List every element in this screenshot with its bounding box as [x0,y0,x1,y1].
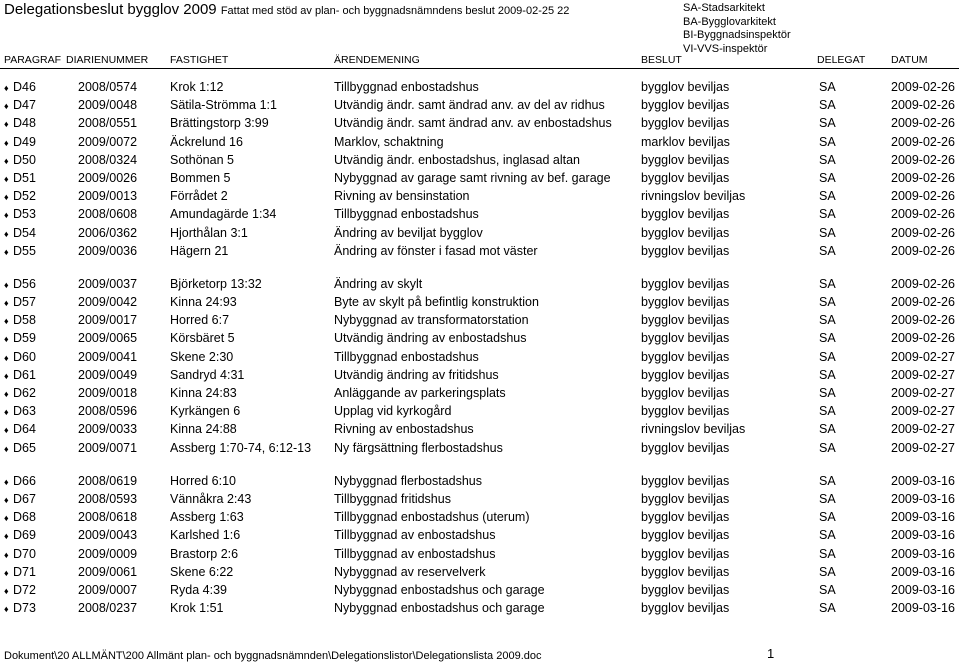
diarienummer-cell: 2009/0018 [78,386,138,400]
arendemening-cell: Nybyggnad enbostadshus och garage [334,601,545,616]
beslut-cell: bygglov beviljas [641,313,730,328]
datum-cell: 2009-02-26 [891,243,955,258]
beslut-cell: bygglov beviljas [641,367,730,382]
datum-cell: 2009-02-27 [891,422,955,437]
arendemening-cell: Tillbyggnad enbostadshus [334,80,479,94]
diamond-bullet-icon: ♦ [4,531,9,542]
datum-cell: 2009-02-26 [891,295,955,310]
fastighet-cell: Hjorthålan 3:1 [170,225,248,240]
datum-cell: 2009-02-26 [891,313,955,328]
delegat-cell: SA [819,546,836,561]
table-row [0,367,959,385]
paragraf-cell: D61 [13,367,36,382]
table-row [0,440,959,458]
fastighet-cell: Horred 6:7 [170,313,230,328]
paragraf-cell: D58 [13,313,36,328]
paragraf-cell: D51 [13,170,36,185]
fastighet-cell: Bommen 5 [170,170,231,185]
table-row [0,97,959,115]
arendemening-cell: Tillbyggnad av enbostadshus [334,528,496,543]
table-row [0,582,959,600]
table-row [0,421,959,439]
arendemening-cell: Utvändig ändring av enbostadshus [334,331,527,346]
diarienummer-cell: 2009/0072 [78,134,138,149]
delegat-cell: SA [819,440,836,455]
delegat-cell: SA [819,207,836,222]
paragraf-cell: D63 [13,404,36,419]
column-header-diarienummer: DIARIENUMMER [66,54,149,66]
diamond-bullet-icon: ♦ [4,494,9,505]
delegat-cell: SA [819,134,836,149]
diamond-bullet-icon: ♦ [4,119,9,130]
beslut-cell: bygglov beviljas [641,528,730,543]
paragraf-cell: D54 [13,225,36,240]
diamond-bullet-icon: ♦ [4,567,9,578]
paragraf-cell: D67 [13,491,36,506]
header-divider [0,68,959,69]
diamond-bullet-icon: ♦ [4,210,9,221]
role-vi: VI-VVS-inspektör [683,42,768,55]
paragraf-cell: D73 [13,601,36,616]
diarienummer-cell: 2009/0061 [78,564,138,579]
arendemening-cell: Upplag vid kyrkogård [334,404,452,419]
arendemening-cell: Utvändig ändr. enbostadshus, inglasad altan [334,152,581,167]
diarienummer-cell: 2009/0048 [78,98,138,113]
paragraf-cell: D71 [13,564,36,579]
paragraf-cell: D64 [13,422,36,437]
arendemening-cell: Utvändig ändring av fritidshus [334,367,499,382]
diarienummer-cell: 2009/0017 [78,313,138,328]
delegat-cell: SA [819,225,836,240]
footer-path: Dokument\20 ALLMÄNT\200 Allmänt plan- och byggnadsnämnden\Delegationslistor\Delegationslista 2009.doc [4,650,542,662]
paragraf-cell: D53 [13,207,36,222]
arendemening-cell: Anläggande av parkeringsplats [334,386,506,400]
diamond-bullet-icon: ♦ [4,370,9,381]
diamond-bullet-icon: ♦ [4,83,9,93]
diarienummer-cell: 2009/0065 [78,331,138,346]
page-number: 1 [767,646,775,661]
diamond-bullet-icon: ♦ [4,316,9,327]
diamond-bullet-icon: ♦ [4,101,9,112]
diarienummer-cell: 2009/0036 [78,243,138,258]
diarienummer-cell: 2008/0574 [78,80,138,94]
diarienummer-cell: 2009/0009 [78,546,138,561]
arendemening-cell: Byte av skylt på befintlig konstruktion [334,295,539,310]
arendemening-cell: Tillbyggnad enbostadshus (uterum) [334,510,530,525]
beslut-cell: bygglov beviljas [641,582,730,597]
datum-cell: 2009-02-26 [891,331,955,346]
table-row [0,349,959,367]
diamond-bullet-icon: ♦ [4,298,9,309]
role-legend [683,2,791,56]
diamond-bullet-icon: ♦ [4,549,9,560]
column-header-beslut: BESLUT [641,54,682,66]
fastighet-cell: Kinna 24:83 [170,386,237,400]
fastighet-cell: Skene 2:30 [170,349,234,364]
diarienummer-cell: 2008/0324 [78,152,138,167]
diamond-bullet-icon: ♦ [4,425,9,436]
table-row [0,509,959,527]
diarienummer-cell: 2009/0007 [78,582,138,597]
beslut-cell: bygglov beviljas [641,349,730,364]
beslut-cell: bygglov beviljas [641,116,730,131]
arendemening-cell: Nybyggnad av garage samt rivning av bef. garage [334,170,611,185]
diamond-bullet-icon: ♦ [4,389,9,399]
table-row [0,170,959,188]
beslut-cell: marklov beviljas [641,134,730,149]
diarienummer-cell: 2009/0042 [78,295,138,310]
document-title: Delegationsbeslut bygglov 2009 [4,1,217,18]
beslut-cell: bygglov beviljas [641,225,730,240]
table-row [0,225,959,243]
delegat-cell: SA [819,491,836,506]
delegat-cell: SA [819,331,836,346]
column-header-paragraf: PARAGRAF [4,54,61,66]
diarienummer-cell: 2009/0037 [78,276,138,291]
delegat-cell: SA [819,404,836,419]
beslut-cell: bygglov beviljas [641,152,730,167]
table-row [0,312,959,330]
diamond-bullet-icon: ♦ [4,604,9,615]
datum-cell: 2009-02-26 [891,116,955,131]
diarienummer-cell: 2008/0619 [78,473,138,488]
fastighet-cell: Sätila-Strömma 1:1 [170,98,277,113]
page-title [4,1,569,18]
delegat-cell: SA [819,243,836,258]
diarienummer-cell: 2008/0593 [78,491,138,506]
fastighet-cell: Krok 1:12 [170,80,224,94]
datum-cell: 2009-02-27 [891,367,955,382]
column-header-arendemening: ÄRENDEMENING [334,54,420,66]
diamond-bullet-icon: ♦ [4,137,9,148]
table-row [0,600,959,618]
diamond-bullet-icon: ♦ [4,407,9,418]
datum-cell: 2009-03-16 [891,582,955,597]
diamond-bullet-icon: ♦ [4,155,9,166]
table-row [0,473,959,491]
paragraf-cell: D69 [13,528,36,543]
diarienummer-cell: 2009/0049 [78,367,138,382]
datum-cell: 2009-02-27 [891,404,955,419]
paragraf-cell: D59 [13,331,36,346]
diamond-bullet-icon: ♦ [4,279,9,290]
fastighet-cell: Körsbäret 5 [170,331,235,346]
datum-cell: 2009-02-27 [891,440,955,455]
paragraf-cell: D60 [13,349,36,364]
paragraf-cell: D56 [13,276,36,291]
role-ba: BA-Bygglovarkitekt [683,15,776,28]
beslut-cell: bygglov beviljas [641,404,730,419]
diarienummer-cell: 2008/0596 [78,404,138,419]
beslut-cell: rivningslov beviljas [641,189,746,204]
decision-group [0,473,959,619]
arendemening-cell: Tillbyggnad fritidshus [334,491,451,506]
arendemening-cell: Marklov, schaktning [334,134,444,149]
beslut-cell: bygglov beviljas [641,440,730,455]
table-row [0,385,959,403]
datum-cell: 2009-02-26 [891,134,955,149]
diarienummer-cell: 2009/0013 [78,189,138,204]
beslut-cell: bygglov beviljas [641,386,730,400]
decision-group [0,276,959,458]
arendemening-cell: Rivning av enbostadshus [334,422,474,437]
fastighet-cell: Skene 6:22 [170,564,234,579]
diarienummer-cell: 2009/0041 [78,349,138,364]
role-bi: BI-Byggnadsinspektör [683,29,791,41]
datum-cell: 2009-03-16 [891,510,955,525]
beslut-cell: bygglov beviljas [641,564,730,579]
table-row [0,491,959,509]
paragraf-cell: D49 [13,134,36,149]
fastighet-cell: Kyrkängen 6 [170,404,241,419]
table-row [0,546,959,564]
delegat-cell: SA [819,116,836,131]
delegat-cell: SA [819,189,836,204]
delegat-cell: SA [819,80,836,94]
delegat-cell: SA [819,601,836,616]
diamond-bullet-icon: ♦ [4,443,9,454]
paragraf-cell: D47 [13,98,36,113]
arendemening-cell: Tillbyggnad enbostadshus [334,207,479,222]
datum-cell: 2009-02-26 [891,276,955,291]
beslut-cell: bygglov beviljas [641,331,730,346]
fastighet-cell: Hägern 21 [170,243,229,258]
datum-cell: 2009-03-16 [891,601,955,616]
decision-list [0,79,959,633]
beslut-cell: bygglov beviljas [641,510,730,525]
delegat-cell: SA [819,152,836,167]
document-subtitle: Fattat med stöd av plan- och byggnadsnämndens beslut 2009-02-25 22 [220,5,570,17]
diamond-bullet-icon: ♦ [4,352,9,363]
table-row [0,527,959,545]
delegat-cell: SA [819,276,836,291]
paragraf-cell: D65 [13,440,36,455]
table-row [0,243,959,261]
delegat-cell: SA [819,510,836,525]
fastighet-cell: Förrådet 2 [170,189,228,204]
table-row [0,206,959,224]
diarienummer-cell: 2008/0237 [78,601,138,616]
datum-cell: 2009-03-16 [891,491,955,506]
column-header-datum: DATUM [891,54,928,66]
paragraf-cell: D72 [13,582,36,597]
table-row [0,188,959,206]
column-header-row [0,52,959,68]
fastighet-cell: Ryda 4:39 [170,582,227,597]
datum-cell: 2009-02-26 [891,189,955,204]
paragraf-cell: D57 [13,295,36,310]
delegat-cell: SA [819,582,836,597]
arendemening-cell: Utvändig ändr. samt ändrad anv. av enbostadshus [334,116,612,131]
arendemening-cell: Tillbyggnad enbostadshus [334,349,479,364]
table-row [0,403,959,421]
column-header-delegat: DELEGAT [817,54,866,66]
delegat-cell: SA [819,98,836,113]
delegat-cell: SA [819,422,836,437]
datum-cell: 2009-02-26 [891,207,955,222]
arendemening-cell: Nybyggnad av reservelverk [334,564,486,579]
datum-cell: 2009-02-27 [891,349,955,364]
fastighet-cell: Krok 1:51 [170,601,224,616]
datum-cell: 2009-02-26 [891,80,955,94]
beslut-cell: bygglov beviljas [641,276,730,291]
beslut-cell: bygglov beviljas [641,295,730,310]
fastighet-cell: Vännåkra 2:43 [170,491,252,506]
diamond-bullet-icon: ♦ [4,334,9,345]
beslut-cell: bygglov beviljas [641,546,730,561]
beslut-cell: bygglov beviljas [641,170,730,185]
fastighet-cell: Björketorp 13:32 [170,276,262,291]
beslut-cell: rivningslov beviljas [641,422,746,437]
fastighet-cell: Karlshed 1:6 [170,528,241,543]
arendemening-cell: Tillbyggnad av enbostadshus [334,546,496,561]
diamond-bullet-icon: ♦ [4,585,9,596]
beslut-cell: bygglov beviljas [641,601,730,616]
diarienummer-cell: 2006/0362 [78,225,138,240]
fastighet-cell: Horred 6:10 [170,473,237,488]
fastighet-cell: Assberg 1:63 [170,510,244,525]
delegat-cell: SA [819,528,836,543]
fastighet-cell: Brastorp 2:6 [170,546,239,561]
diamond-bullet-icon: ♦ [4,513,9,524]
beslut-cell: bygglov beviljas [641,98,730,113]
column-header-fastighet: FASTIGHET [170,54,229,66]
paragraf-cell: D55 [13,243,36,258]
diarienummer-cell: 2009/0043 [78,528,138,543]
fastighet-cell: Brättingstorp 3:99 [170,116,269,131]
paragraf-cell: D50 [13,152,36,167]
diarienummer-cell: 2008/0608 [78,207,138,222]
decision-group [0,79,959,261]
diamond-bullet-icon: ♦ [4,192,9,203]
arendemening-cell: Nybyggnad enbostadshus och garage [334,582,545,597]
delegat-cell: SA [819,295,836,310]
table-row [0,79,959,97]
paragraf-cell: D52 [13,189,36,204]
datum-cell: 2009-02-26 [891,98,955,113]
datum-cell: 2009-02-27 [891,386,955,400]
fastighet-cell: Sandryd 4:31 [170,367,245,382]
arendemening-cell: Ändring av fönster i fasad mot väster [334,243,538,258]
delegat-cell: SA [819,170,836,185]
diamond-bullet-icon: ♦ [4,246,9,257]
beslut-cell: bygglov beviljas [641,243,730,258]
fastighet-cell: Äckrelund 16 [170,134,243,149]
delegat-cell: SA [819,473,836,488]
diarienummer-cell: 2009/0026 [78,170,138,185]
datum-cell: 2009-02-26 [891,225,955,240]
delegat-cell: SA [819,367,836,382]
datum-cell: 2009-03-16 [891,473,955,488]
delegat-cell: SA [819,386,836,400]
diamond-bullet-icon: ♦ [4,228,9,239]
paragraf-cell: D68 [13,510,36,525]
paragraf-cell: D70 [13,546,36,561]
delegat-cell: SA [819,564,836,579]
table-row [0,276,959,294]
table-row [0,152,959,170]
arendemening-cell: Ändring av skylt [334,276,423,291]
arendemening-cell: Ny färgsättning flerbostadshus [334,440,503,455]
table-row [0,294,959,312]
datum-cell: 2009-03-16 [891,564,955,579]
paragraf-cell: D46 [13,80,36,94]
role-sa: SA-Stadsarkitekt [683,2,765,14]
table-row [0,330,959,348]
table-row [0,134,959,152]
fastighet-cell: Amundagärde 1:34 [170,207,277,222]
diamond-bullet-icon: ♦ [4,173,9,184]
datum-cell: 2009-02-26 [891,152,955,167]
table-row [0,564,959,582]
beslut-cell: bygglov beviljas [641,80,730,94]
paragraf-cell: D62 [13,386,36,400]
arendemening-cell: Ändring av beviljat bygglov [334,225,483,240]
beslut-cell: bygglov beviljas [641,491,730,506]
arendemening-cell: Utvändig ändr. samt ändrad anv. av del av ridhus [334,98,605,113]
diarienummer-cell: 2009/0033 [78,422,138,437]
datum-cell: 2009-03-16 [891,546,955,561]
datum-cell: 2009-03-16 [891,528,955,543]
fastighet-cell: Sothönan 5 [170,152,234,167]
arendemening-cell: Rivning av bensinstation [334,189,470,204]
table-row [0,115,959,133]
diarienummer-cell: 2008/0551 [78,116,138,131]
paragraf-cell: D66 [13,473,36,488]
delegat-cell: SA [819,349,836,364]
arendemening-cell: Nybyggnad flerbostadshus [334,473,483,488]
fastighet-cell: Kinna 24:93 [170,295,237,310]
fastighet-cell: Assberg 1:70-74, 6:12-13 [170,440,312,455]
datum-cell: 2009-02-26 [891,170,955,185]
beslut-cell: bygglov beviljas [641,473,730,488]
beslut-cell: bygglov beviljas [641,207,730,222]
diarienummer-cell: 2008/0618 [78,510,138,525]
diamond-bullet-icon: ♦ [4,476,9,487]
delegat-cell: SA [819,313,836,328]
paragraf-cell: D48 [13,116,36,131]
diarienummer-cell: 2009/0071 [78,440,138,455]
arendemening-cell: Nybyggnad av transformatorstation [334,313,529,328]
fastighet-cell: Kinna 24:88 [170,422,237,437]
